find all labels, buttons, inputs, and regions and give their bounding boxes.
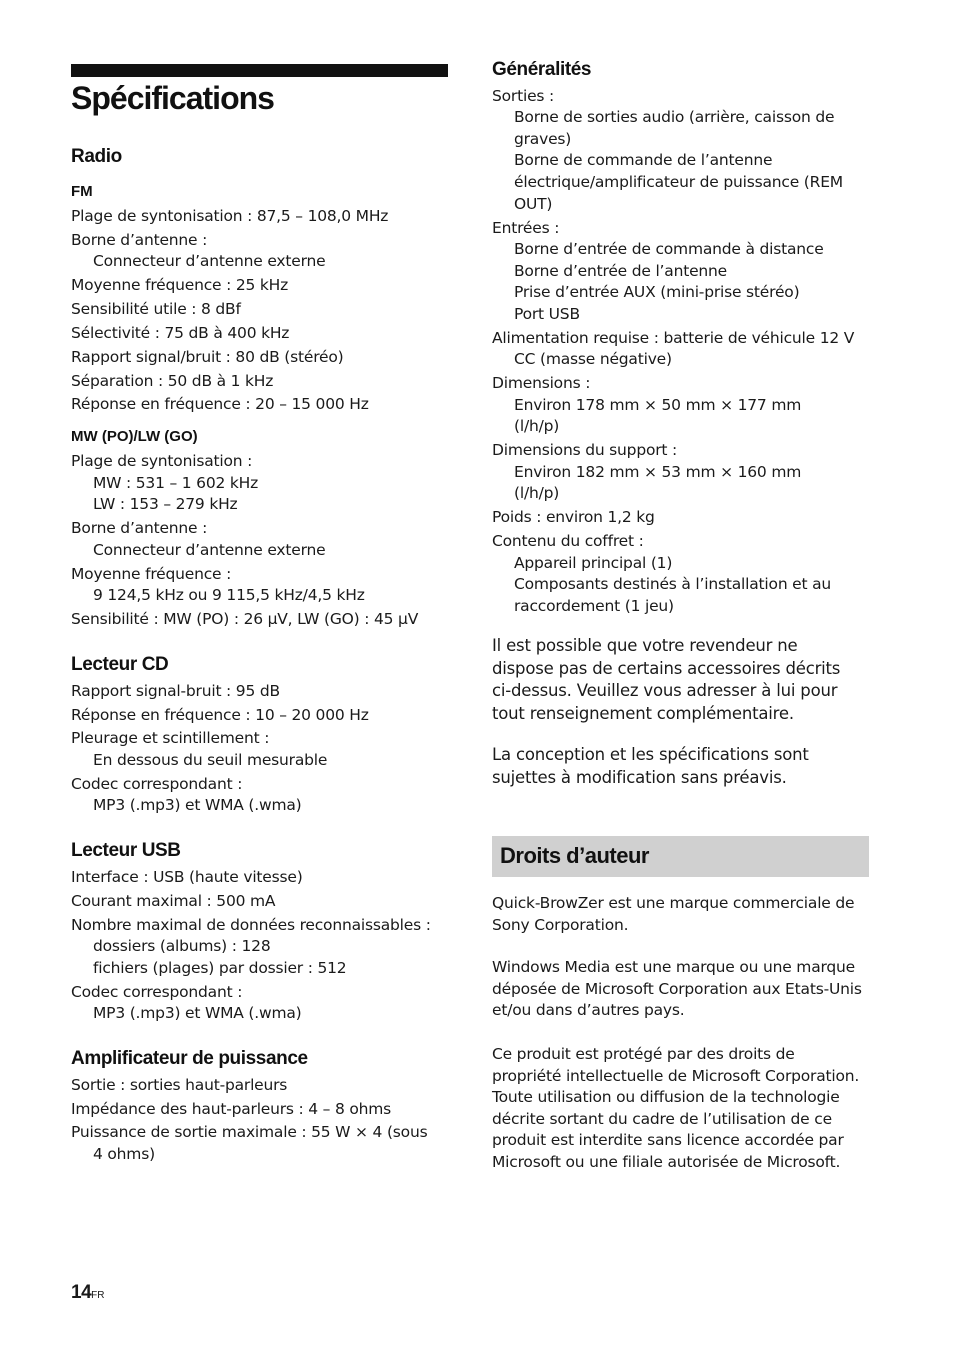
spec-line: fichiers (plages) par dossier : 512 [93, 959, 347, 977]
spec-line: Borne d’antenne : [71, 519, 208, 537]
spec-line: Borne d’entrée de l’antenne [514, 262, 727, 280]
copyright-heading-band [492, 836, 869, 877]
spec-line: Réponse en fréquence : 20 – 15 000 Hz [71, 395, 369, 413]
mw-heading: MW (PO)/LW (GO) [71, 428, 198, 445]
copyright-paragraph: Ce produit est protégé par des droits de propriété intellectuelle de Microsoft Corporation. Toute utilisation ou diffusion de la technologie décrite sortant du cadre de l’utilisation de ce produit est interdite sans licence accordée par Microsoft ou une filiale autorisée de Microsoft. [492, 1045, 860, 1171]
spec-line: Appareil principal (1) [514, 554, 673, 572]
spec-line: Prise d’entrée AUX (mini-prise stéréo) [514, 283, 800, 301]
note-paragraph: La conception et les spécifications sont sujettes à modification sans préavis. [492, 745, 809, 787]
spec-line: Sensibilité : MW (PO) : 26 µV, LW (GO) : 45 µV [71, 610, 419, 628]
spec-line: Plage de syntonisation : [71, 452, 253, 470]
spec-line: Impédance des haut-parleurs : 4 – 8 ohms [71, 1100, 392, 1118]
spec-line: électrique/amplificateur de puissance (REM [514, 173, 843, 191]
spec-line: Codec correspondant : [71, 983, 243, 1001]
spec-line: MW : 531 – 1 602 kHz [93, 474, 259, 492]
spec-line: Borne d’entrée de commande à distance [514, 240, 824, 258]
spec-line: MP3 (.mp3) et WMA (.wma) [93, 1004, 302, 1022]
spec-line: En dessous du seuil mesurable [93, 751, 328, 769]
spec-line: Contenu du coffret : [492, 532, 644, 550]
spec-line: MP3 (.mp3) et WMA (.wma) [93, 796, 302, 814]
spec-line: raccordement (1 jeu) [514, 597, 674, 615]
spec-line: OUT) [514, 195, 553, 213]
amp-heading: Amplificateur de puissance [71, 1048, 308, 1069]
spec-line: graves) [514, 130, 572, 148]
spec-line: Plage de syntonisation : 87,5 – 108,0 MHz [71, 207, 389, 225]
copyright-heading: Droits d’auteur [500, 843, 649, 868]
spec-line: Borne d’antenne : [71, 231, 208, 249]
spec-line: Rapport signal/bruit : 80 dB (stéréo) [71, 348, 344, 366]
spec-line: Nombre maximal de données reconnaissables : [71, 916, 431, 934]
spec-line: Rapport signal-bruit : 95 dB [71, 682, 280, 700]
spec-line: Sortie : sorties haut-parleurs [71, 1076, 288, 1094]
spec-line: Composants destinés à l’installation et au [514, 575, 832, 593]
spec-line: dossiers (albums) : 128 [93, 937, 271, 955]
spec-line: Sensibilité utile : 8 dBf [71, 300, 241, 318]
spec-line: Sélectivité : 75 dB à 400 kHz [71, 324, 290, 342]
spec-line: Port USB [514, 305, 580, 323]
spec-line: Connecteur d’antenne externe [93, 541, 326, 559]
note-paragraph: Il est possible que votre revendeur ne dispose pas de certains accessoires décrits ci-dessus. Veuillez vous adresser à lui pour tout renseignement complémentaire. [492, 636, 841, 723]
spec-line: CC (masse négative) [514, 350, 672, 368]
spec-line: Dimensions : [492, 374, 591, 392]
spec-line: Environ 178 mm × 50 mm × 177 mm [514, 396, 802, 414]
spec-line: Interface : USB (haute vitesse) [71, 868, 303, 886]
spec-line: Borne de commande de l’antenne [514, 151, 773, 169]
copyright-paragraph: Quick-BrowZer est une marque commerciale de Sony Corporation. [492, 894, 855, 934]
spec-line: Puissance de sortie maximale : 55 W × 4 (sous [71, 1123, 428, 1141]
spec-line: Codec correspondant : [71, 775, 243, 793]
page-title: Spécifications [71, 80, 274, 116]
spec-line: Moyenne fréquence : 25 kHz [71, 276, 289, 294]
spec-line: Entrées : [492, 219, 560, 237]
spec-line: Pleurage et scintillement : [71, 729, 270, 747]
spec-line: Connecteur d’antenne externe [93, 252, 326, 270]
spec-line: Alimentation requise : batterie de véhicule 12 V [492, 329, 855, 347]
spec-line: Réponse en fréquence : 10 – 20 000 Hz [71, 706, 369, 724]
spec-line: 4 ohms) [93, 1145, 155, 1163]
usb-heading: Lecteur USB [71, 840, 181, 861]
spec-line: Environ 182 mm × 53 mm × 160 mm [514, 463, 802, 481]
spec-line: LW : 153 – 279 kHz [93, 495, 238, 513]
page-number-value: 14 [71, 1282, 92, 1303]
general-heading: Généralités [492, 59, 592, 80]
spec-line: (l/h/p) [514, 417, 560, 435]
spec-line: Borne de sorties audio (arrière, caisson de [514, 108, 835, 126]
spec-line: Sorties : [492, 87, 555, 105]
radio-heading: Radio [71, 146, 122, 167]
spec-line: 9 124,5 kHz ou 9 115,5 kHz/4,5 kHz [93, 586, 365, 604]
spec-line: Dimensions du support : [492, 441, 678, 459]
cd-heading: Lecteur CD [71, 654, 169, 675]
page-lang-code: FR [91, 1290, 105, 1301]
title-bar [71, 64, 448, 77]
fm-heading: FM [71, 183, 93, 200]
spec-line: (l/h/p) [514, 484, 560, 502]
copyright-paragraph: Windows Media est une marque ou une marque déposée de Microsoft Corporation aux Etats-Unis et/ou dans d’autres pays. [492, 958, 862, 1019]
spec-line: Courant maximal : 500 mA [71, 892, 276, 910]
page-number [71, 1282, 104, 1304]
spec-line: Moyenne fréquence : [71, 565, 232, 583]
spec-line: Poids : environ 1,2 kg [492, 508, 655, 526]
spec-line: Séparation : 50 dB à 1 kHz [71, 372, 274, 390]
